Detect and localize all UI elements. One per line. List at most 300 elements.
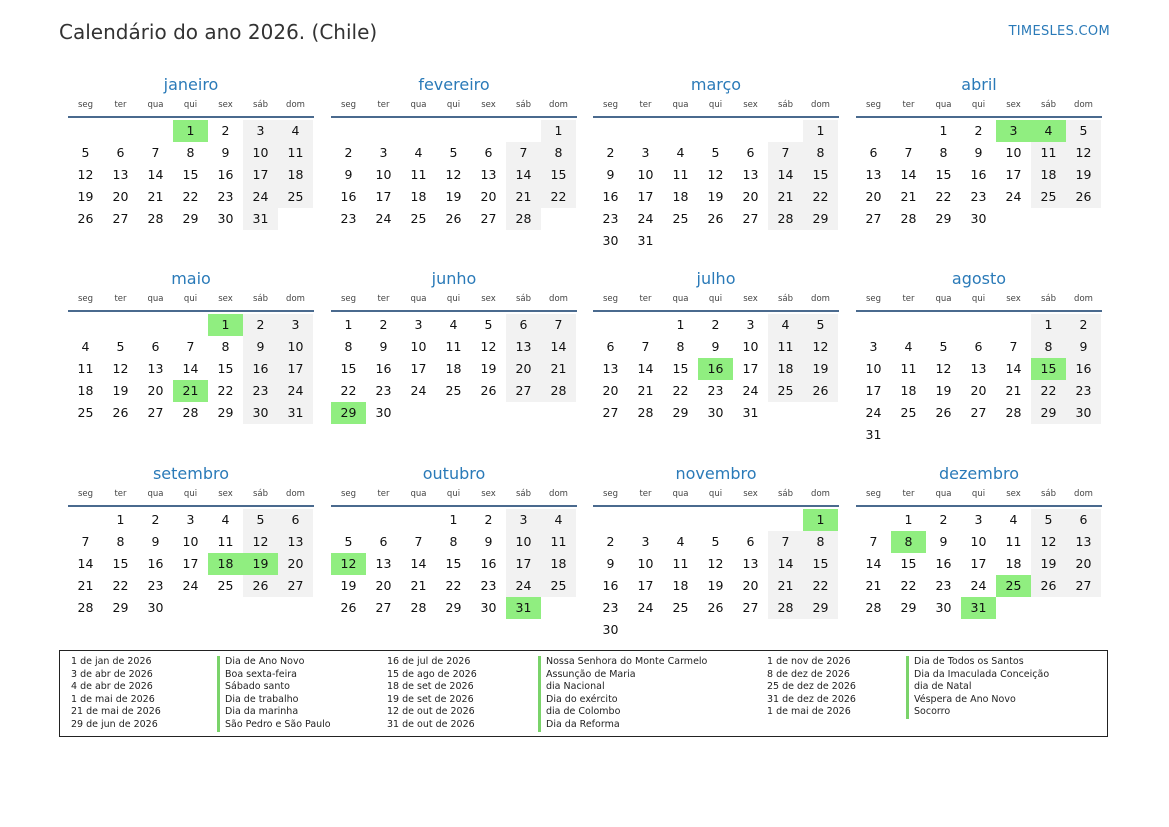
empty-cell xyxy=(996,208,1031,230)
day-cell: 20 xyxy=(602,383,619,398)
day-cell: 27 xyxy=(278,575,313,597)
day-cell: 1 xyxy=(173,120,208,142)
day-cell: 27 xyxy=(375,600,392,615)
weekday-label: sáb xyxy=(777,489,794,499)
day-cell: 15 xyxy=(182,167,199,182)
day-cell: 3 xyxy=(869,339,878,354)
legend-holiday-name: Sábado santo xyxy=(225,681,290,693)
month-name: fevereiro xyxy=(418,75,490,94)
day-cell: 28 xyxy=(768,597,803,619)
empty-cell xyxy=(856,314,891,336)
day-cell: 14 xyxy=(410,556,427,571)
legend-holiday-name: dia de Colombo xyxy=(546,706,621,718)
day-cell: 9 xyxy=(974,145,983,160)
day-cell: 29 xyxy=(217,405,234,420)
day-cell: 14 xyxy=(182,361,199,376)
weekday-label: sex xyxy=(1006,489,1021,499)
week-row xyxy=(331,164,577,186)
month-dezembro xyxy=(856,462,1102,619)
day-cell: 9 xyxy=(484,534,493,549)
day-cell: 29 xyxy=(672,405,689,420)
day-cell: 7 xyxy=(1009,339,1018,354)
header-rule xyxy=(68,505,314,507)
day-cell: 16 xyxy=(602,578,619,593)
day-cell: 24 xyxy=(1005,189,1022,204)
legend-dates xyxy=(387,656,477,732)
day-cell: 12 xyxy=(1066,142,1101,164)
weekday-label: sáb xyxy=(1040,489,1057,499)
week-row xyxy=(856,509,1102,531)
day-cell: 15 xyxy=(935,167,952,182)
weekday-label: dom xyxy=(1074,100,1093,110)
day-cell: 30 xyxy=(147,600,164,615)
day-cell: 23 xyxy=(147,578,164,593)
day-cell: 11 xyxy=(278,142,313,164)
day-cell: 27 xyxy=(602,405,619,420)
day-cell: 20 xyxy=(112,189,129,204)
day-cell: 22 xyxy=(900,578,917,593)
day-cell: 5 xyxy=(1066,120,1101,142)
day-cell: 8 xyxy=(344,339,353,354)
day-cell: 5 xyxy=(711,145,720,160)
day-cell: 24 xyxy=(637,600,654,615)
day-cell: 12 xyxy=(112,361,129,376)
weekday-label: seg xyxy=(865,294,882,304)
legend-holiday-name: Socorro xyxy=(914,706,951,718)
day-cell: 7 xyxy=(869,534,878,549)
weekday-label: sex xyxy=(743,489,758,499)
day-cell: 9 xyxy=(606,167,615,182)
week-row xyxy=(856,336,1102,358)
month-name: dezembro xyxy=(939,464,1019,483)
weekday-label: qua xyxy=(410,294,427,304)
day-cell: 4 xyxy=(221,512,230,527)
day-cell: 17 xyxy=(742,361,759,376)
header-rule xyxy=(856,310,1102,312)
week-row xyxy=(331,531,577,553)
weekday-label: seg xyxy=(340,294,357,304)
day-cell: 6 xyxy=(869,145,878,160)
day-cell: 8 xyxy=(1031,336,1066,358)
day-cell: 13 xyxy=(865,167,882,182)
weekday-label: dom xyxy=(549,294,568,304)
week-row xyxy=(593,314,839,336)
weekday-label: ter xyxy=(114,100,127,110)
weekday-label: dom xyxy=(286,100,305,110)
empty-cell xyxy=(401,509,436,531)
month-agosto xyxy=(856,267,1102,446)
month-name: março xyxy=(690,75,742,94)
day-cell: 27 xyxy=(1066,575,1101,597)
empty-cell xyxy=(506,120,541,142)
legend-date: 21 de mai de 2026 xyxy=(71,706,161,718)
legend-holiday-name: Dia da marinha xyxy=(225,706,299,718)
day-cell: 2 xyxy=(939,512,948,527)
weekday-label: sáb xyxy=(777,294,794,304)
week-row xyxy=(856,402,1102,424)
weekday-label: sáb xyxy=(252,294,269,304)
day-cell: 24 xyxy=(375,211,392,226)
week-row xyxy=(593,120,839,142)
day-cell: 16 xyxy=(243,358,278,380)
weekday-label: qui xyxy=(708,489,723,499)
week-row xyxy=(68,120,314,142)
header-rule xyxy=(331,116,577,118)
empty-cell xyxy=(996,314,1031,336)
legend-names xyxy=(225,656,331,732)
day-cell: 18 xyxy=(768,358,803,380)
empty-cell xyxy=(1066,424,1101,446)
day-cell: 31 xyxy=(506,597,541,619)
day-cell: 29 xyxy=(900,600,917,615)
day-cell: 4 xyxy=(768,314,803,336)
day-cell: 2 xyxy=(606,145,615,160)
empty-cell xyxy=(768,230,803,252)
day-cell: 4 xyxy=(904,339,913,354)
legend-date: 31 de dez de 2026 xyxy=(767,693,856,705)
day-cell: 20 xyxy=(1066,553,1101,575)
legend-date: 1 de nov de 2026 xyxy=(767,656,851,667)
day-cell: 10 xyxy=(637,167,654,182)
day-cell: 26 xyxy=(340,600,357,615)
day-cell: 10 xyxy=(506,531,541,553)
week-row xyxy=(68,575,314,597)
day-cell: 24 xyxy=(410,383,427,398)
legend-holiday-name: Dia da Reforma xyxy=(546,718,620,730)
day-cell: 29 xyxy=(803,597,838,619)
empty-cell xyxy=(243,597,278,619)
week-row xyxy=(68,314,314,336)
day-cell: 17 xyxy=(637,578,654,593)
week-row xyxy=(331,380,577,402)
day-cell: 11 xyxy=(768,336,803,358)
day-cell: 13 xyxy=(742,167,759,182)
weekday-label: seg xyxy=(77,489,94,499)
day-cell: 26 xyxy=(243,575,278,597)
month-setembro xyxy=(68,462,314,619)
day-cell: 5 xyxy=(484,317,493,332)
day-cell: 25 xyxy=(672,211,689,226)
legend-holiday-name: Nossa Senhora do Monte Carmelo xyxy=(546,656,708,667)
day-cell: 1 xyxy=(344,317,353,332)
header-rule xyxy=(331,310,577,312)
legend-holiday-name: Assunção de Maria xyxy=(546,668,636,680)
day-cell: 15 xyxy=(541,164,576,186)
empty-cell xyxy=(628,619,663,641)
empty-cell xyxy=(331,509,366,531)
day-cell: 2 xyxy=(974,123,983,138)
day-cell: 20 xyxy=(506,358,541,380)
day-cell: 1 xyxy=(904,512,913,527)
day-cell: 20 xyxy=(742,189,759,204)
empty-cell xyxy=(628,120,663,142)
empty-cell xyxy=(366,509,401,531)
weekday-label: seg xyxy=(865,489,882,499)
month-name: maio xyxy=(171,269,211,288)
empty-cell xyxy=(436,120,471,142)
day-cell: 21 xyxy=(865,578,882,593)
day-cell: 10 xyxy=(865,361,882,376)
legend-color-bar xyxy=(217,656,220,732)
day-cell: 29 xyxy=(331,402,366,424)
day-cell: 3 xyxy=(996,120,1031,142)
day-cell: 19 xyxy=(340,578,357,593)
day-cell: 29 xyxy=(935,211,952,226)
day-cell: 24 xyxy=(970,578,987,593)
day-cell: 28 xyxy=(147,211,164,226)
empty-cell xyxy=(541,208,576,230)
day-cell: 22 xyxy=(182,189,199,204)
legend-holiday-name: dia de Natal xyxy=(914,681,972,693)
day-cell: 19 xyxy=(243,553,278,575)
day-cell: 18 xyxy=(1005,556,1022,571)
empty-cell xyxy=(593,120,628,142)
month-name: setembro xyxy=(152,464,230,483)
day-cell: 26 xyxy=(1066,186,1101,208)
day-cell: 25 xyxy=(278,186,313,208)
week-row xyxy=(331,358,577,380)
empty-cell xyxy=(208,597,243,619)
day-cell: 17 xyxy=(243,164,278,186)
legend-holiday-name: Dia de Todos os Santos xyxy=(914,656,1024,667)
legend-date: 25 de dez de 2026 xyxy=(767,681,856,693)
day-cell: 9 xyxy=(243,336,278,358)
empty-cell xyxy=(1031,424,1066,446)
day-cell: 14 xyxy=(147,167,164,182)
day-cell: 23 xyxy=(970,189,987,204)
empty-cell xyxy=(733,619,768,641)
weekday-label: ter xyxy=(377,489,390,499)
day-cell: 5 xyxy=(243,509,278,531)
day-cell: 3 xyxy=(414,317,423,332)
day-cell: 16 xyxy=(602,189,619,204)
weekday-label: qua xyxy=(147,100,164,110)
weekday-label: ter xyxy=(639,489,652,499)
weekday-label: ter xyxy=(377,294,390,304)
day-cell: 11 xyxy=(77,361,94,376)
week-row xyxy=(593,380,839,402)
weekday-label: qui xyxy=(446,100,461,110)
day-cell: 8 xyxy=(803,142,838,164)
month-novembro xyxy=(593,462,839,641)
day-cell: 21 xyxy=(1005,383,1022,398)
brand-link[interactable]: TIMESLES.COM xyxy=(1008,24,1110,39)
day-cell: 28 xyxy=(541,380,576,402)
weekday-label: qui xyxy=(183,294,198,304)
day-cell: 16 xyxy=(698,358,733,380)
empty-cell xyxy=(856,120,891,142)
week-row xyxy=(856,380,1102,402)
week-row xyxy=(68,142,314,164)
week-row xyxy=(593,575,839,597)
week-row xyxy=(331,208,577,230)
day-cell: 26 xyxy=(707,600,724,615)
day-cell: 28 xyxy=(637,405,654,420)
weekday-label: qui xyxy=(183,489,198,499)
weekday-label: dom xyxy=(1074,489,1093,499)
weekday-label: qui xyxy=(446,489,461,499)
week-row xyxy=(68,380,314,402)
empty-cell xyxy=(173,314,208,336)
month-março xyxy=(593,73,839,252)
legend-date: 1 de jan de 2026 xyxy=(71,656,152,667)
empty-cell xyxy=(803,619,838,641)
weekday-label: sáb xyxy=(1040,100,1057,110)
day-cell: 10 xyxy=(1005,145,1022,160)
day-cell: 9 xyxy=(379,339,388,354)
day-cell: 9 xyxy=(939,534,948,549)
day-cell: 27 xyxy=(480,211,497,226)
month-name: novembro xyxy=(675,464,757,483)
day-cell: 29 xyxy=(112,600,129,615)
day-cell: 9 xyxy=(711,339,720,354)
day-cell: 6 xyxy=(379,534,388,549)
day-cell: 11 xyxy=(1031,142,1066,164)
day-cell: 12 xyxy=(77,167,94,182)
day-cell: 13 xyxy=(112,167,129,182)
week-row xyxy=(856,531,1102,553)
day-cell: 18 xyxy=(672,189,689,204)
day-cell: 17 xyxy=(970,556,987,571)
day-cell: 7 xyxy=(151,145,160,160)
weekday-label: qui xyxy=(183,100,198,110)
empty-cell xyxy=(768,120,803,142)
header-rule xyxy=(68,310,314,312)
weekday-label: qua xyxy=(672,294,689,304)
month-maio xyxy=(68,267,314,424)
day-cell: 15 xyxy=(340,361,357,376)
day-cell: 12 xyxy=(707,556,724,571)
day-cell: 19 xyxy=(112,383,129,398)
day-cell: 16 xyxy=(970,167,987,182)
empty-cell xyxy=(698,230,733,252)
day-cell: 12 xyxy=(480,339,497,354)
day-cell: 3 xyxy=(379,145,388,160)
empty-cell xyxy=(803,230,838,252)
day-cell: 17 xyxy=(506,553,541,575)
week-row xyxy=(593,509,839,531)
weekday-label: sex xyxy=(1006,100,1021,110)
header-rule xyxy=(593,116,839,118)
empty-cell xyxy=(541,402,576,424)
weekday-label: dom xyxy=(286,489,305,499)
page-title: Calendário do ano 2026. (Chile) xyxy=(59,20,378,44)
day-cell: 14 xyxy=(506,164,541,186)
weekday-label: ter xyxy=(377,100,390,110)
day-cell: 1 xyxy=(116,512,125,527)
day-cell: 4 xyxy=(414,145,423,160)
day-cell: 30 xyxy=(480,600,497,615)
empty-cell xyxy=(663,509,698,531)
day-cell: 10 xyxy=(410,339,427,354)
empty-cell xyxy=(278,597,313,619)
day-cell: 30 xyxy=(243,402,278,424)
legend-date: 31 de out de 2026 xyxy=(387,718,475,730)
day-cell: 6 xyxy=(151,339,160,354)
weekday-header xyxy=(68,97,314,113)
month-name: outubro xyxy=(422,464,486,483)
empty-cell xyxy=(628,509,663,531)
weekday-label: dom xyxy=(811,294,830,304)
weekday-label: ter xyxy=(902,100,915,110)
day-cell: 1 xyxy=(939,123,948,138)
day-cell: 26 xyxy=(77,211,94,226)
day-cell: 23 xyxy=(935,578,952,593)
day-cell: 27 xyxy=(147,405,164,420)
legend-date: 12 de out de 2026 xyxy=(387,706,475,718)
day-cell: 6 xyxy=(506,314,541,336)
day-cell: 4 xyxy=(541,509,576,531)
day-cell: 14 xyxy=(1005,361,1022,376)
day-cell: 1 xyxy=(803,120,838,142)
day-cell: 11 xyxy=(900,361,917,376)
weekday-label: sáb xyxy=(515,294,532,304)
day-cell: 28 xyxy=(410,600,427,615)
weekday-label: seg xyxy=(77,100,94,110)
day-cell: 25 xyxy=(410,211,427,226)
day-cell: 4 xyxy=(1009,512,1018,527)
weekday-header xyxy=(593,97,839,113)
week-row xyxy=(856,186,1102,208)
day-cell: 23 xyxy=(602,211,619,226)
day-cell: 31 xyxy=(865,427,882,442)
day-cell: 2 xyxy=(221,123,230,138)
empty-cell xyxy=(401,402,436,424)
weekday-label: sáb xyxy=(252,100,269,110)
week-row xyxy=(856,424,1102,446)
day-cell: 28 xyxy=(900,211,917,226)
weekday-label: ter xyxy=(114,489,127,499)
week-row xyxy=(68,358,314,380)
day-cell: 3 xyxy=(278,314,313,336)
day-cell: 2 xyxy=(344,145,353,160)
legend-holiday-name: dia Nacional xyxy=(546,681,605,693)
day-cell: 15 xyxy=(112,556,129,571)
day-cell: 2 xyxy=(243,314,278,336)
day-cell: 9 xyxy=(344,167,353,182)
day-cell: 21 xyxy=(768,186,803,208)
weekday-label: dom xyxy=(549,100,568,110)
day-cell: 24 xyxy=(278,380,313,402)
day-cell: 12 xyxy=(1031,531,1066,553)
day-cell: 1 xyxy=(208,314,243,336)
legend-dates xyxy=(71,656,161,732)
header-rule xyxy=(856,116,1102,118)
day-cell: 26 xyxy=(445,211,462,226)
week-row xyxy=(593,142,839,164)
week-row xyxy=(331,142,577,164)
week-row xyxy=(856,164,1102,186)
day-cell: 15 xyxy=(803,164,838,186)
day-cell: 19 xyxy=(480,361,497,376)
day-cell: 11 xyxy=(445,339,462,354)
weekday-label: sex xyxy=(218,100,233,110)
weekday-label: sex xyxy=(743,294,758,304)
weekday-label: sáb xyxy=(252,489,269,499)
day-cell: 11 xyxy=(410,167,427,182)
day-cell: 17 xyxy=(637,189,654,204)
day-cell: 6 xyxy=(278,509,313,531)
day-cell: 25 xyxy=(445,383,462,398)
day-cell: 20 xyxy=(147,383,164,398)
header-rule xyxy=(593,505,839,507)
day-cell: 10 xyxy=(637,556,654,571)
empty-cell xyxy=(68,120,103,142)
weekday-label: dom xyxy=(549,489,568,499)
empty-cell xyxy=(436,402,471,424)
day-cell: 28 xyxy=(768,208,803,230)
day-cell: 26 xyxy=(1031,575,1066,597)
